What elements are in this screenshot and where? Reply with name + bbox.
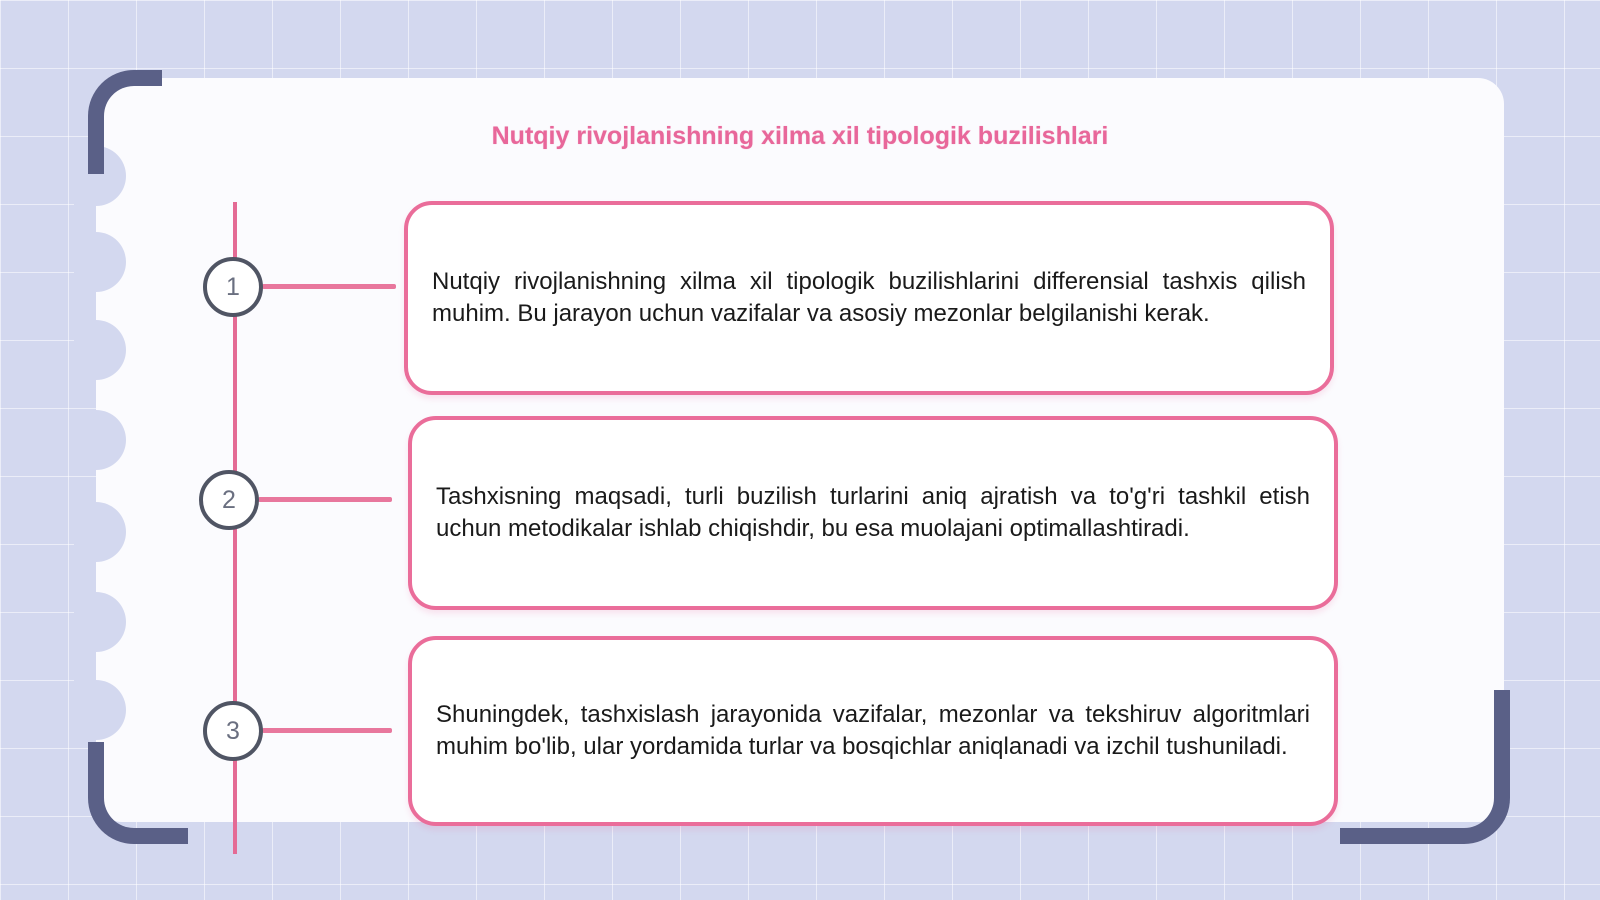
timeline-connector bbox=[262, 728, 392, 733]
step-card-3 bbox=[408, 636, 1338, 826]
frame-corner-bottom-right bbox=[1340, 690, 1510, 844]
step-text-2: Tashxisning maqsadi, turli buzilish turlarini aniq ajratish va to'g'ri tashkil etish uchun metodikalar ishlab chiqishdir, bu esa muolajani optimallashtiradi. bbox=[436, 483, 1310, 542]
step-card-1 bbox=[404, 201, 1334, 395]
timeline-connector bbox=[258, 497, 392, 502]
step-number-2: 2 bbox=[199, 470, 259, 530]
step-text-3: Shuningdek, tashxislash jarayonida vazifalar, mezonlar va tekshiruv algoritmlari muhim bo'lib, ular yordamida turlar va bosqichlar aniqlanadi va izchil tushuniladi. bbox=[436, 701, 1310, 760]
step-card-2 bbox=[408, 416, 1338, 610]
step-number-1: 1 bbox=[203, 257, 263, 317]
slide-title: Nutqiy rivojlanishning xilma xil tipologik buzilishlari bbox=[491, 122, 1109, 150]
step-text-1: Nutqiy rivojlanishning xilma xil tipologik buzilishlarini differensial tashxis qilish muhim. Bu jarayon uchun vazifalar va asosiy mezonlar belgilanishi kerak. bbox=[432, 268, 1306, 327]
step-number-3: 3 bbox=[203, 701, 263, 761]
frame-corner-bottom-left bbox=[88, 742, 188, 844]
timeline-connector bbox=[262, 284, 396, 289]
